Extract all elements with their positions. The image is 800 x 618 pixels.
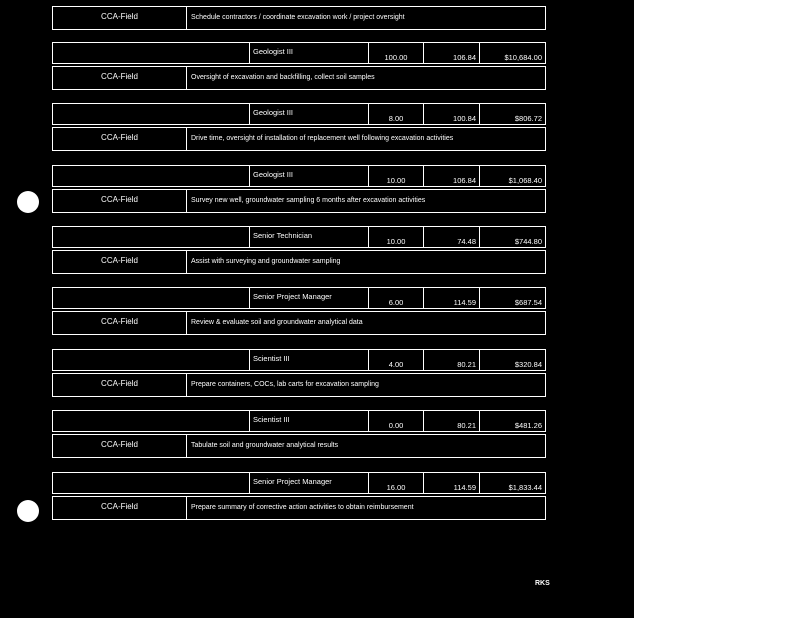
cost-code: CCA-Field — [53, 374, 187, 396]
cost-code: CCA-Field — [53, 190, 187, 212]
description-row — [52, 496, 546, 520]
description-row — [52, 434, 546, 458]
cost-code: CCA-Field — [53, 128, 187, 150]
amount: $806.72 — [479, 103, 546, 125]
hours: 0.00 — [368, 410, 424, 432]
labor-row — [52, 349, 546, 373]
rate: 100.84 — [423, 103, 480, 125]
amount: $10,684.00 — [479, 42, 546, 64]
cost-code: CCA-Field — [53, 7, 187, 29]
blank-cell — [52, 226, 250, 248]
amount: $481.26 — [479, 410, 546, 432]
table-row — [52, 287, 546, 335]
hours: 6.00 — [368, 287, 424, 309]
description-row — [52, 6, 546, 30]
job-title: Senior Project Manager — [249, 287, 369, 309]
rate: 74.48 — [423, 226, 480, 248]
blank-cell — [52, 349, 250, 371]
hours: 8.00 — [368, 103, 424, 125]
description-row — [52, 373, 546, 397]
hours: 16.00 — [368, 472, 424, 494]
amount: $1,833.44 — [479, 472, 546, 494]
rate: 114.59 — [423, 287, 480, 309]
table-row — [52, 226, 546, 274]
cost-code: CCA-Field — [53, 312, 187, 334]
amount: $744.80 — [479, 226, 546, 248]
amount: $1,068.40 — [479, 165, 546, 187]
table-row — [52, 103, 546, 151]
task-description: Survey new well, groundwater sampling 6 months after excavation activities — [191, 197, 426, 204]
table-row — [52, 472, 546, 520]
punch-hole-top — [17, 191, 39, 213]
amount: $320.84 — [479, 349, 546, 371]
rate: 114.59 — [423, 472, 480, 494]
description-row — [52, 189, 546, 213]
cost-code: CCA-Field — [53, 67, 187, 89]
task-description: Review & evaluate soil and groundwater analytical data — [191, 319, 363, 326]
hours: 10.00 — [368, 226, 424, 248]
task-description: Tabulate soil and groundwater analytical results — [191, 442, 339, 449]
labor-row — [52, 103, 546, 127]
punch-hole-bottom — [17, 500, 39, 522]
blank-cell — [52, 287, 250, 309]
task-description: Prepare containers, COCs, lab carts for excavation sampling — [191, 381, 379, 388]
job-title: Geologist III — [249, 165, 369, 187]
task-description: Assist with surveying and groundwater sampling — [191, 258, 341, 265]
rate: 80.21 — [423, 410, 480, 432]
labor-row — [52, 42, 546, 66]
description-row — [52, 66, 546, 90]
hours: 10.00 — [368, 165, 424, 187]
description-row — [52, 250, 546, 274]
job-title: Geologist III — [249, 103, 369, 125]
labor-row — [52, 226, 546, 250]
blank-cell — [52, 410, 250, 432]
task-description: Schedule contractors / coordinate excavation work / project oversight — [191, 14, 405, 21]
table-row — [52, 349, 546, 397]
labor-row — [52, 410, 546, 434]
job-title: Scientist III — [249, 410, 369, 432]
table-row — [52, 42, 546, 90]
table-row — [52, 165, 546, 213]
hours: 100.00 — [368, 42, 424, 64]
rate: 106.84 — [423, 165, 480, 187]
labor-row — [52, 472, 546, 496]
task-description: Drive time, oversight of installation of replacement well following excavation activities — [191, 135, 454, 142]
task-description: Oversight of excavation and backfilling, collect soil samples — [191, 74, 375, 81]
description-row — [52, 311, 546, 335]
rate: 80.21 — [423, 349, 480, 371]
job-title: Geologist III — [249, 42, 369, 64]
table-row — [52, 0, 546, 30]
labor-row — [52, 287, 546, 311]
hours: 4.00 — [368, 349, 424, 371]
description-row — [52, 127, 546, 151]
job-title: Senior Project Manager — [249, 472, 369, 494]
page-stamp: RKS — [535, 580, 550, 587]
blank-cell — [52, 165, 250, 187]
cost-code: CCA-Field — [53, 251, 187, 273]
blank-cell — [52, 103, 250, 125]
task-description: Prepare summary of corrective action activities to obtain reimbursement — [191, 504, 414, 511]
blank-cell — [52, 472, 250, 494]
labor-row — [52, 165, 546, 189]
amount: $687.54 — [479, 287, 546, 309]
job-title: Senior Technician — [249, 226, 369, 248]
job-title: Scientist III — [249, 349, 369, 371]
cost-code: CCA-Field — [53, 497, 187, 519]
rate: 106.84 — [423, 42, 480, 64]
blank-cell — [52, 42, 250, 64]
cost-code: CCA-Field — [53, 435, 187, 457]
table-row — [52, 410, 546, 458]
